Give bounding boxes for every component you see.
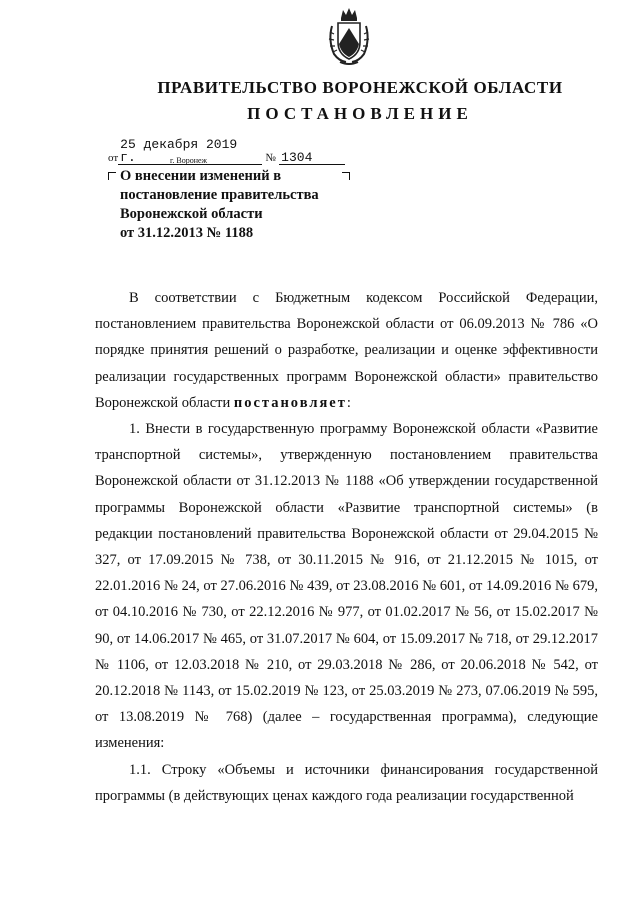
number-label: № (265, 152, 276, 164)
document-body (95, 285, 598, 809)
government-title: ПРАВИТЕЛЬСТВО ВОРОНЕЖСКОЙ ОБЛАСТИ (157, 78, 563, 97)
subject-block (120, 167, 340, 243)
paragraph-item-1: 1. Внести в государственную программу Воронежской области «Развитие транспортной системы», утвержденную постановлением правительства Воронежской области от 31.12.2013 № 1188 «Об утверждении государственной программы Воронежской области «Развитие транспортной системы» (в редакции постановлений правительства Воронежской области от 29.04.2015 № 327, от 17.09.2015 № 738, от 30.11.2015 № 916, от 21.12.2015 № 1015, от 22.01.2016 № 24, от 27.06.2016 № 439, от 23.08.2016 № 601, от 14.09.2016 № 679, от 04.10.2016 № 730, от 22.12.2016 № 977, от 01.02.2017 № 56, от 15.02.2017 № 90, от 14.06.2017 № 465, от 31.07.2017 № 604, от 15.09.2017 № 718, от 29.12.2017 № 1106, от 12.03.2018 № 210, от 29.03.2018 № 286, от 20.06.2018 № 542, от 20.12.2018 № 1143, от 15.02.2019 № 123, от 25.03.2019 № 273, 07.06.2019 № 595, от 13.08.2019 № 768) (далее – государственная программа), следующие изменения: (95, 421, 598, 752)
document-type: ПОСТАНОВЛЕНИЕ (247, 104, 473, 123)
coat-of-arms-icon (326, 6, 372, 68)
subject-line: О внесении изменений в (120, 168, 282, 184)
preamble-text: В соответствии с Бюджетным кодексом Российской Федерации, постановлением правительства Воронежской области от 06.09.2013 № 786 «О порядке принятия решений о разработке, реализации и оценке эффективности реализации государственных программ Воронежской области» правительство Воронежской области (95, 290, 598, 411)
resolves-word: постановляет (233, 394, 347, 411)
bracket-right (342, 172, 350, 180)
preamble-end: : (346, 394, 351, 411)
date-value: 25 декабря 2019 г. (118, 138, 262, 165)
city-label: г. Воронеж (170, 156, 208, 165)
paragraph-item-1-1: 1.1. Строку «Объемы и источники финансирования государственной программы (в действующих ценах каждого года реализации государственной (95, 761, 598, 804)
from-label: от (108, 152, 119, 164)
date-number-line (108, 138, 345, 165)
subject-line: постановление правительства (120, 187, 319, 203)
number-value: 1304 (279, 151, 345, 165)
subject-line: от 31.12.2013 № 1188 (120, 225, 254, 241)
paragraph-preamble (95, 285, 598, 416)
subject-line: Воронежской области (120, 206, 263, 222)
bracket-left (108, 172, 116, 180)
